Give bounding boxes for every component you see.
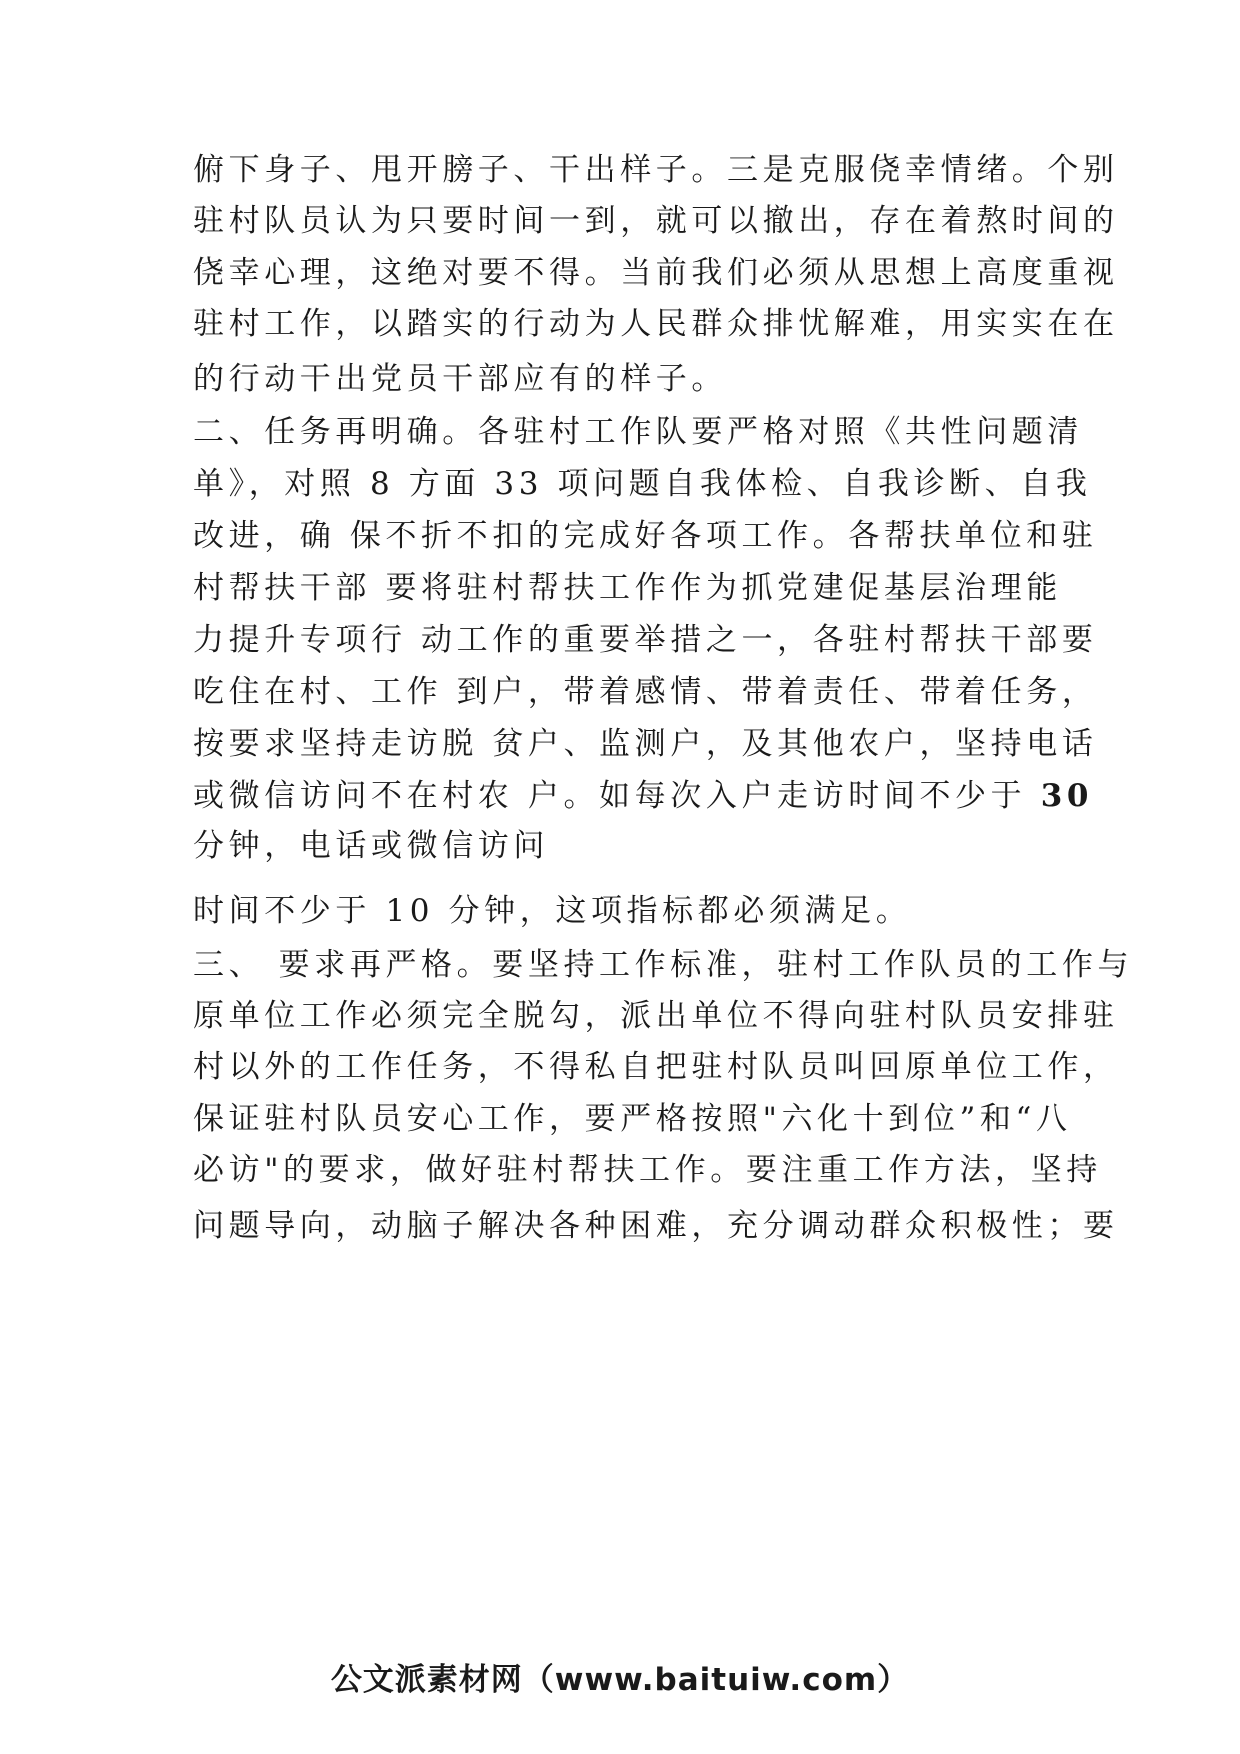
- footer-watermark: 公文派素材网（www.baituiw.com）: [330, 1662, 910, 1698]
- text-line-3: 侥幸心理，这绝对要不得。当前我们必须从思想上高度重视: [193, 255, 1119, 291]
- text-line-21: 问题导向，动脑子解决各种困难，充分调动群众积极性；要: [193, 1208, 1119, 1244]
- text-line-9: 村帮扶干部 要将驻村帮扶工作作为抓党建促基层治理能: [193, 570, 1062, 606]
- text-line-14: 分钟，电话或微信访问: [193, 828, 549, 864]
- text-line-6: 二、任务再明确。各驻村工作队要严格对照《共性问题清: [193, 414, 1083, 450]
- text-line-12: 按要求坚持走访脱 贫户、监测户，及其他农户，坚持电话: [193, 726, 1098, 762]
- text-line-11: 吃住在村、工作 到户，带着感情、带着责任、带着任务，: [193, 674, 1098, 710]
- text-line-2: 驻村队员认为只要时间一到，就可以撤出，存在着熬时间的: [193, 203, 1119, 239]
- text-line-4: 驻村工作，以踏实的行动为人民群众排忧解难，用实实在在: [193, 306, 1119, 342]
- text-line-1: 俯下身子、甩开膀子、干出样子。三是克服侥幸情绪。个别: [193, 152, 1119, 188]
- bold-number: 30: [1040, 778, 1094, 814]
- text-line-7: 单》，对照 8 方面 33 项问题自我体检、自我诊断、自我: [193, 466, 1092, 502]
- text-line-16: 三、 要求再严格。要坚持工作标准，驻村工作队员的工作与: [193, 947, 1134, 983]
- text-line-13-text: 或微信访问不在村农 户。如每次入户走访时间不少于: [193, 778, 1041, 814]
- text-line-5: 的行动干出党员干部应有的样子。: [193, 361, 727, 397]
- text-line-15: 时间不少于 10 分钟，这项指标都必须满足。: [193, 893, 912, 929]
- text-line-18: 村以外的工作任务，不得私自把驻村队员叫回原单位工作，: [193, 1049, 1119, 1085]
- text-line-19: 保证驻村队员安心工作，要严格按照"六化十到位”和“八: [193, 1101, 1072, 1137]
- text-line-8: 改进，确 保不折不扣的完成好各项工作。各帮扶单位和驻: [193, 518, 1098, 554]
- text-line-17: 原单位工作必须完全脱勾，派出单位不得向驻村队员安排驻: [193, 998, 1119, 1034]
- text-line-13: [193, 776, 1094, 816]
- text-line-10: 力提升专项行 动工作的重要举措之一，各驻村帮扶干部要: [193, 622, 1098, 658]
- text-line-20: 必访"的要求，做好驻村帮扶工作。要注重工作方法，坚持: [193, 1152, 1102, 1188]
